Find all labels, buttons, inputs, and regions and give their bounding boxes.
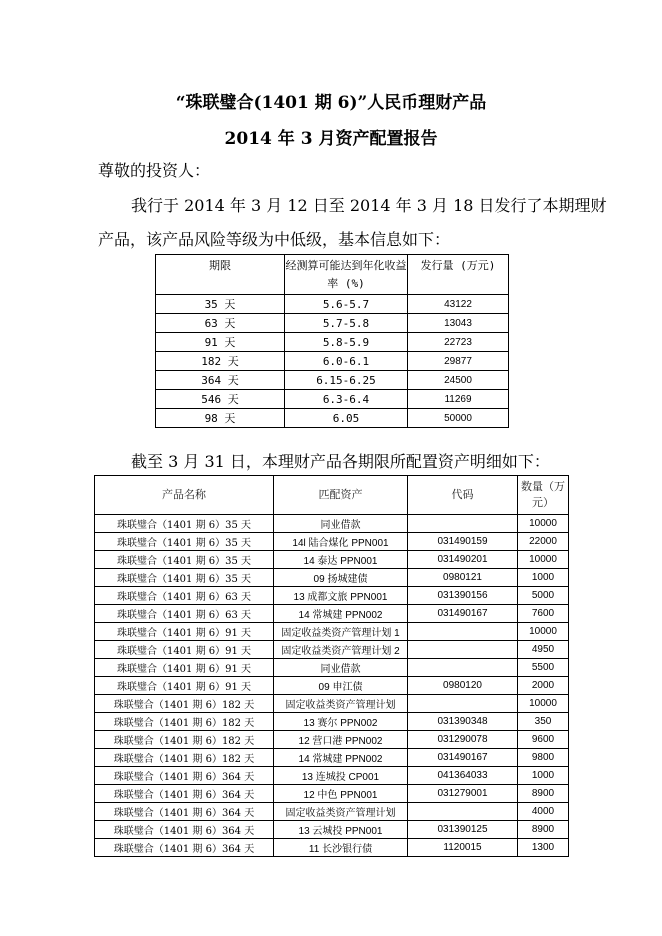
header-quantity: 数量（万元） xyxy=(518,476,569,515)
table-row xyxy=(95,659,569,677)
term-cell: 364 天 xyxy=(156,371,285,390)
asset-cell: 14 常城建 PPN002 xyxy=(274,605,408,623)
table-row xyxy=(95,749,569,767)
table-row xyxy=(95,605,569,623)
asset-cell: 13 连城投 CP001 xyxy=(274,767,408,785)
asset-cell: 固定收益类资产管理计划 1 xyxy=(274,623,408,641)
table-row xyxy=(95,623,569,641)
amount-cell: 29877 xyxy=(408,352,509,371)
header-product-name: 产品名称 xyxy=(95,476,274,515)
product-cell: 珠联璧合（1401 期 6）35 天 xyxy=(95,515,274,533)
code-cell xyxy=(408,623,518,641)
code-cell: 031390156 xyxy=(408,587,518,605)
code-cell: 031290078 xyxy=(408,731,518,749)
amount-cell: 11269 xyxy=(408,390,509,409)
report-title-line1: “珠联璧合(1401 期 6)”人民币理财产品 xyxy=(175,93,487,113)
code-cell: 031279001 xyxy=(408,785,518,803)
product-cell: 珠联璧合（1401 期 6）35 天 xyxy=(95,551,274,569)
header-term: 期限 xyxy=(156,255,285,295)
table-row xyxy=(156,371,509,390)
product-cell: 珠联璧合（1401 期 6）91 天 xyxy=(95,623,274,641)
code-cell xyxy=(408,803,518,821)
code-cell: 031390348 xyxy=(408,713,518,731)
product-cell: 珠联璧合（1401 期 6）364 天 xyxy=(95,767,274,785)
quantity-cell: 4950 xyxy=(518,641,569,659)
quantity-cell: 9800 xyxy=(518,749,569,767)
quantity-cell: 10000 xyxy=(518,515,569,533)
product-cell: 珠联璧合（1401 期 6）91 天 xyxy=(95,659,274,677)
product-cell: 珠联璧合（1401 期 6）364 天 xyxy=(95,821,274,839)
table-row xyxy=(156,390,509,409)
asset-cell: 13 云城投 PPN001 xyxy=(274,821,408,839)
asset-cell: 同业借款 xyxy=(274,659,408,677)
code-cell xyxy=(408,515,518,533)
product-cell: 珠联璧合（1401 期 6）35 天 xyxy=(95,569,274,587)
asset-cell: 固定收益类资产管理计划 2 xyxy=(274,641,408,659)
asset-cell: 13 赛尔 PPN002 xyxy=(274,713,408,731)
code-cell: 031490167 xyxy=(408,605,518,623)
asset-cell: 14 泰达 PPN001 xyxy=(274,551,408,569)
quantity-cell: 5500 xyxy=(518,659,569,677)
term-cell: 98 天 xyxy=(156,409,285,428)
header-matched-asset: 匹配资产 xyxy=(274,476,408,515)
term-cell: 63 天 xyxy=(156,314,285,333)
asset-cell: 14 常城建 PPN002 xyxy=(274,749,408,767)
asset-cell: 14l 陆合煤化 PPN001 xyxy=(274,533,408,551)
asset-allocation-table xyxy=(94,475,569,857)
asset-cell: 12 中色 PPN001 xyxy=(274,785,408,803)
table-row xyxy=(156,409,509,428)
product-cell: 珠联璧合（1401 期 6）91 天 xyxy=(95,641,274,659)
table-row xyxy=(95,551,569,569)
amount-cell: 22723 xyxy=(408,333,509,352)
yield-cell: 6.3-6.4 xyxy=(285,390,408,409)
quantity-cell: 350 xyxy=(518,713,569,731)
table-row xyxy=(95,569,569,587)
table-row xyxy=(95,767,569,785)
asset-cell: 固定收益类资产管理计划 xyxy=(274,695,408,713)
yield-cell: 6.0-6.1 xyxy=(285,352,408,371)
table-row xyxy=(95,677,569,695)
code-cell: 041364033 xyxy=(408,767,518,785)
code-cell: 1120015 xyxy=(408,839,518,857)
table-row xyxy=(95,695,569,713)
amount-cell: 43122 xyxy=(408,295,509,314)
product-cell: 珠联璧合（1401 期 6）182 天 xyxy=(95,749,274,767)
table-row xyxy=(95,821,569,839)
term-cell: 546 天 xyxy=(156,390,285,409)
product-cell: 珠联璧合（1401 期 6）63 天 xyxy=(95,587,274,605)
table-row xyxy=(95,641,569,659)
code-cell: 031490167 xyxy=(408,749,518,767)
table-row xyxy=(156,295,509,314)
code-cell xyxy=(408,695,518,713)
table-row xyxy=(95,803,569,821)
report-title-line2: 2014 年 3 月资产配置报告 xyxy=(224,129,438,149)
amount-cell: 13043 xyxy=(408,314,509,333)
amount-cell: 24500 xyxy=(408,371,509,390)
table-row xyxy=(95,587,569,605)
code-cell: 031490159 xyxy=(408,533,518,551)
quantity-cell: 7600 xyxy=(518,605,569,623)
quantity-cell: 8900 xyxy=(518,821,569,839)
header-amount: 发行量 (万元) xyxy=(408,255,509,295)
yield-cell: 5.6-5.7 xyxy=(285,295,408,314)
quantity-cell: 22000 xyxy=(518,533,569,551)
term-cell: 91 天 xyxy=(156,333,285,352)
product-cell: 珠联璧合（1401 期 6）35 天 xyxy=(95,533,274,551)
product-cell: 珠联璧合（1401 期 6）182 天 xyxy=(95,695,274,713)
term-cell: 182 天 xyxy=(156,352,285,371)
term-cell: 35 天 xyxy=(156,295,285,314)
quantity-cell: 5000 xyxy=(518,587,569,605)
quantity-cell: 2000 xyxy=(518,677,569,695)
yield-cell: 6.15-6.25 xyxy=(285,371,408,390)
alloc-table-header-row xyxy=(95,476,569,515)
code-cell: 031390125 xyxy=(408,821,518,839)
product-cell: 珠联璧合（1401 期 6）63 天 xyxy=(95,605,274,623)
asset-cell: 11 长沙银行债 xyxy=(274,839,408,857)
code-cell xyxy=(408,659,518,677)
table-row xyxy=(95,533,569,551)
asset-cell: 13 成都文旅 PPN001 xyxy=(274,587,408,605)
intro-paragraph-line2: 产品，该产品风险等级为中低级，基本信息如下： xyxy=(98,230,451,249)
quantity-cell: 1000 xyxy=(518,767,569,785)
table-row xyxy=(156,352,509,371)
allocation-intro: 截至 3 月 31 日，本理财产品各期限所配置资产明细如下： xyxy=(131,452,550,471)
asset-cell: 12 营口港 PPN002 xyxy=(274,731,408,749)
code-cell xyxy=(408,641,518,659)
table-row xyxy=(95,785,569,803)
product-cell: 珠联璧合（1401 期 6）91 天 xyxy=(95,677,274,695)
product-cell: 珠联璧合（1401 期 6）182 天 xyxy=(95,713,274,731)
asset-cell: 09 扬城建债 xyxy=(274,569,408,587)
asset-cell: 09 申江债 xyxy=(274,677,408,695)
amount-cell: 50000 xyxy=(408,409,509,428)
intro-paragraph-line1: 我行于 2014 年 3 月 12 日至 2014 年 3 月 18 日发行了本期理财 xyxy=(131,196,607,215)
greeting: 尊敬的投资人： xyxy=(98,161,211,180)
table-row xyxy=(95,515,569,533)
quantity-cell: 10000 xyxy=(518,695,569,713)
product-cell: 珠联璧合（1401 期 6）364 天 xyxy=(95,803,274,821)
yield-cell: 6.05 xyxy=(285,409,408,428)
yield-cell: 5.8-5.9 xyxy=(285,333,408,352)
quantity-cell: 10000 xyxy=(518,623,569,641)
quantity-cell: 1000 xyxy=(518,569,569,587)
table-row xyxy=(95,839,569,857)
code-cell: 0980121 xyxy=(408,569,518,587)
info-table-header-row xyxy=(156,255,509,295)
quantity-cell: 9600 xyxy=(518,731,569,749)
table-row xyxy=(156,314,509,333)
table-row xyxy=(95,731,569,749)
asset-cell: 固定收益类资产管理计划 xyxy=(274,803,408,821)
asset-cell: 同业借款 xyxy=(274,515,408,533)
table-row xyxy=(95,713,569,731)
header-yield: 经测算可能达到年化收益率 (%) xyxy=(285,255,408,295)
product-cell: 珠联璧合（1401 期 6）364 天 xyxy=(95,785,274,803)
quantity-cell: 1300 xyxy=(518,839,569,857)
quantity-cell: 4000 xyxy=(518,803,569,821)
header-code: 代码 xyxy=(408,476,518,515)
code-cell: 0980120 xyxy=(408,677,518,695)
table-row xyxy=(156,333,509,352)
product-cell: 珠联璧合（1401 期 6）182 天 xyxy=(95,731,274,749)
product-cell: 珠联璧合（1401 期 6）364 天 xyxy=(95,839,274,857)
yield-cell: 5.7-5.8 xyxy=(285,314,408,333)
quantity-cell: 10000 xyxy=(518,551,569,569)
code-cell: 031490201 xyxy=(408,551,518,569)
product-info-table xyxy=(155,254,509,428)
quantity-cell: 8900 xyxy=(518,785,569,803)
